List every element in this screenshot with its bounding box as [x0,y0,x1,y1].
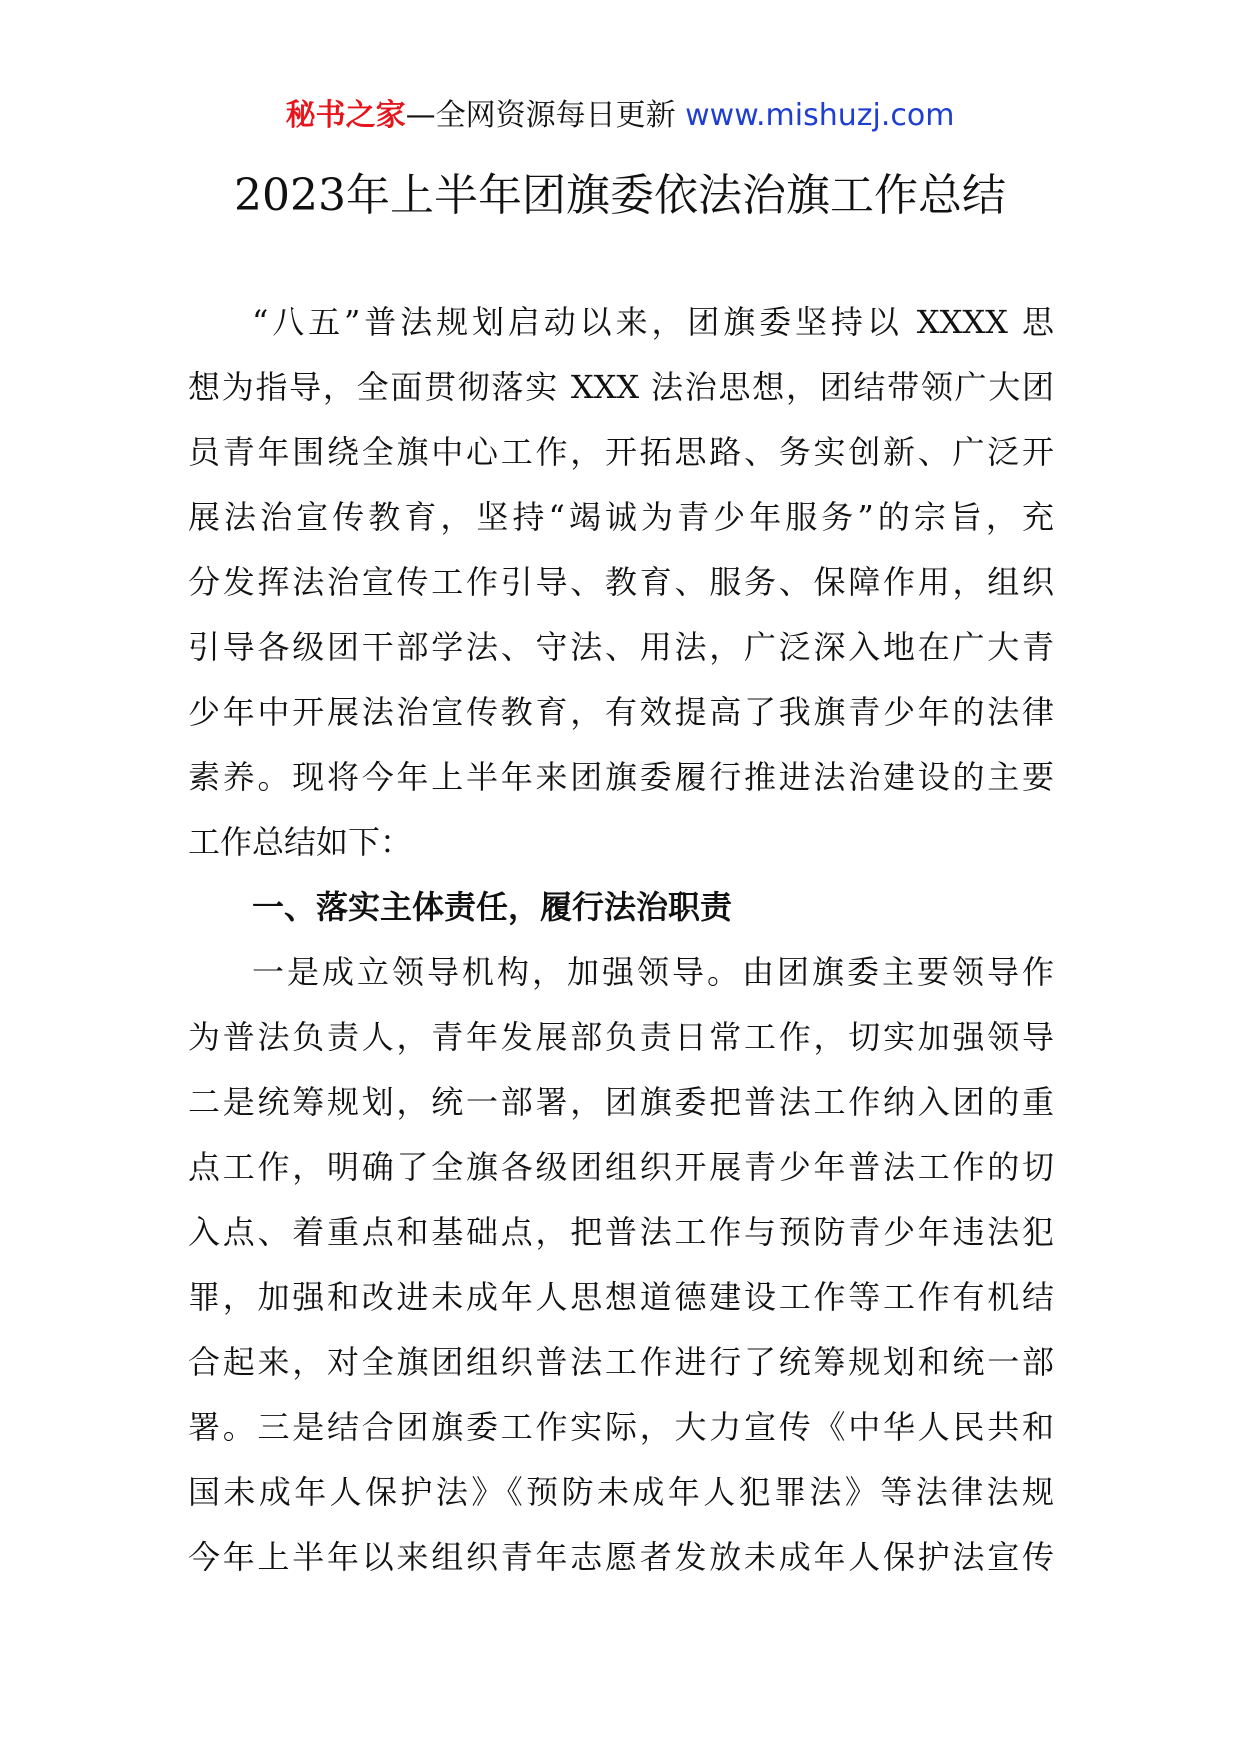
paragraph-line: 二是统筹规划，统一部署，团旗委把普法工作纳入团的重 [188,1083,1054,1121]
paragraph-line: 展法治宣传教育，坚持“竭诚为青少年服务”的宗旨，充 [188,498,1054,536]
paragraph-line: 合起来，对全旗团组织普法工作进行了统筹规划和统一部 [188,1343,1054,1381]
site-tagline: —全网资源每日更新 [405,98,676,133]
paragraph-line: 今年上半年以来组织青年志愿者发放未成年人保护法宣传 [188,1538,1054,1576]
paragraph-line: 引导各级团干部学法、守法、用法，广泛深入地在广大青 [188,628,1054,666]
paragraph-line: 想为指导，全面贯彻落实 XXX 法治思想，团结带领广大团 [188,368,1054,406]
paragraph-line: 署。三是结合团旗委工作实际，大力宣传《中华人民共和 [188,1408,1054,1446]
paragraph-line: 国未成年人保护法》《预防未成年人犯罪法》等法律法规 [188,1473,1054,1511]
section-heading: 一、落实主体责任，履行法治职责 [252,888,733,926]
paragraph-line: “八五”普法规划启动以来，团旗委坚持以 XXXX 思 [252,303,1054,341]
paragraph-line: 罪，加强和改进未成年人思想道德建设工作等工作有机结 [188,1278,1054,1316]
site-brand-name: 秘书之家 [285,98,406,133]
paragraph-line: 工作总结如下： [188,823,413,861]
document-title: 2023年上半年团旗委依法治旗工作总结 [234,170,1006,221]
paragraph-line: 一是成立领导机构，加强领导。由团旗委主要领导作 [252,953,1054,991]
document-body [188,290,1054,1590]
paragraph-line: 员青年围绕全旗中心工作，开拓思路、务实创新、广泛开 [188,433,1054,471]
paragraph-line: 点工作，明确了全旗各级团组织开展青少年普法工作的切 [188,1148,1054,1186]
paragraph-line: 入点、着重点和基础点，把普法工作与预防青少年违法犯 [188,1213,1054,1251]
site-header [0,96,1240,136]
paragraph-line: 素养。现将今年上半年来团旗委履行推进法治建设的主要 [188,758,1054,796]
paragraph-line: 少年中开展法治宣传教育，有效提高了我旗青少年的法律 [188,693,1054,731]
paragraph-line: 分发挥法治宣传工作引导、教育、服务、保障作用，组织 [188,563,1054,601]
site-url-link[interactable]: www.mishuzj.com [685,98,955,133]
paragraph-line: 为普法负责人，青年发展部负责日常工作，切实加强领导 [188,1018,1054,1056]
